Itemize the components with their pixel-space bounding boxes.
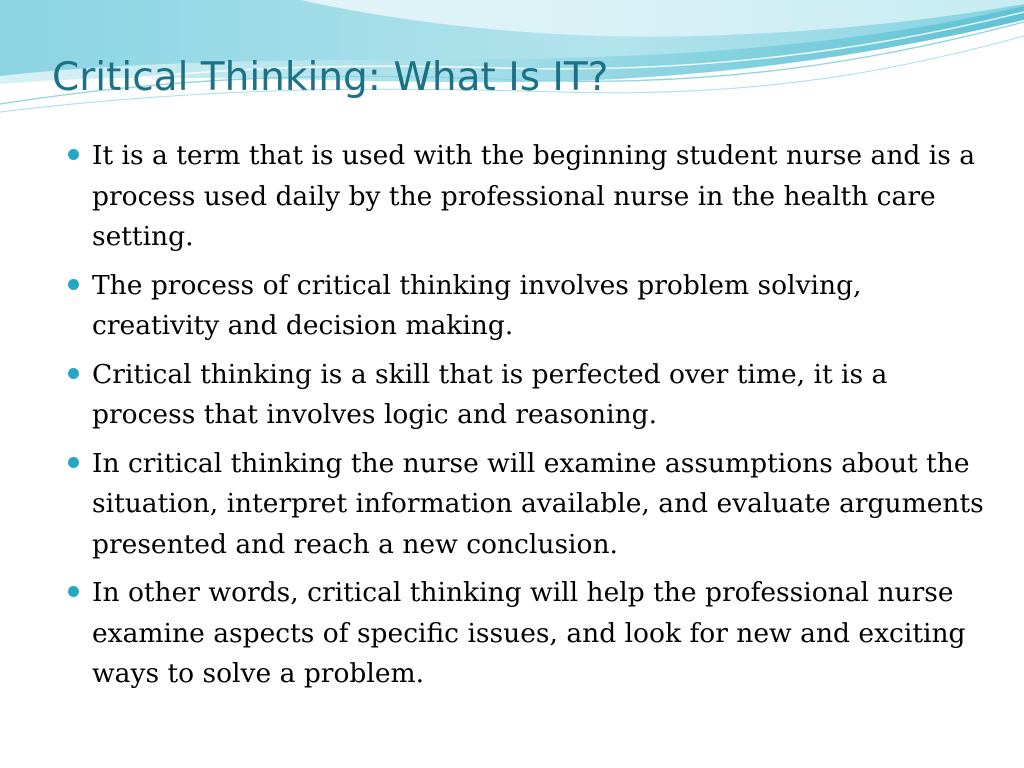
slide-title: Critical Thinking: What Is IT? [52,55,609,100]
bullet-text: The process of critical thinking involves problem solving, creativity and decision making. [92,269,862,341]
bullet-icon [68,457,79,468]
bullet-item [64,444,984,566]
bullet-icon [68,586,79,597]
bullet-icon [68,279,79,290]
bullet-item [64,573,984,695]
bullet-text: It is a term that is used with the beginning student nurse and is a process used daily by the professional nurse in the health care setting. [92,140,976,252]
bullet-item [64,266,984,347]
bullet-item [64,136,984,258]
bullet-icon [68,149,79,160]
bullet-item [64,355,984,436]
bullet-text: In critical thinking the nurse will examine assumptions about the situation, interpret information available, and evaluate arguments presented and reach a new conclusion. [92,447,984,560]
bullet-icon [68,368,79,379]
bullet-text: Critical thinking is a skill that is perfected over time, it is a process that involves logic and reasoning. [92,358,888,430]
bullet-list [64,136,984,703]
bullet-text: In other words, critical thinking will help the professional nurse examine aspects of specific issues, and look for new and exciting ways to solve a problem. [92,577,966,689]
